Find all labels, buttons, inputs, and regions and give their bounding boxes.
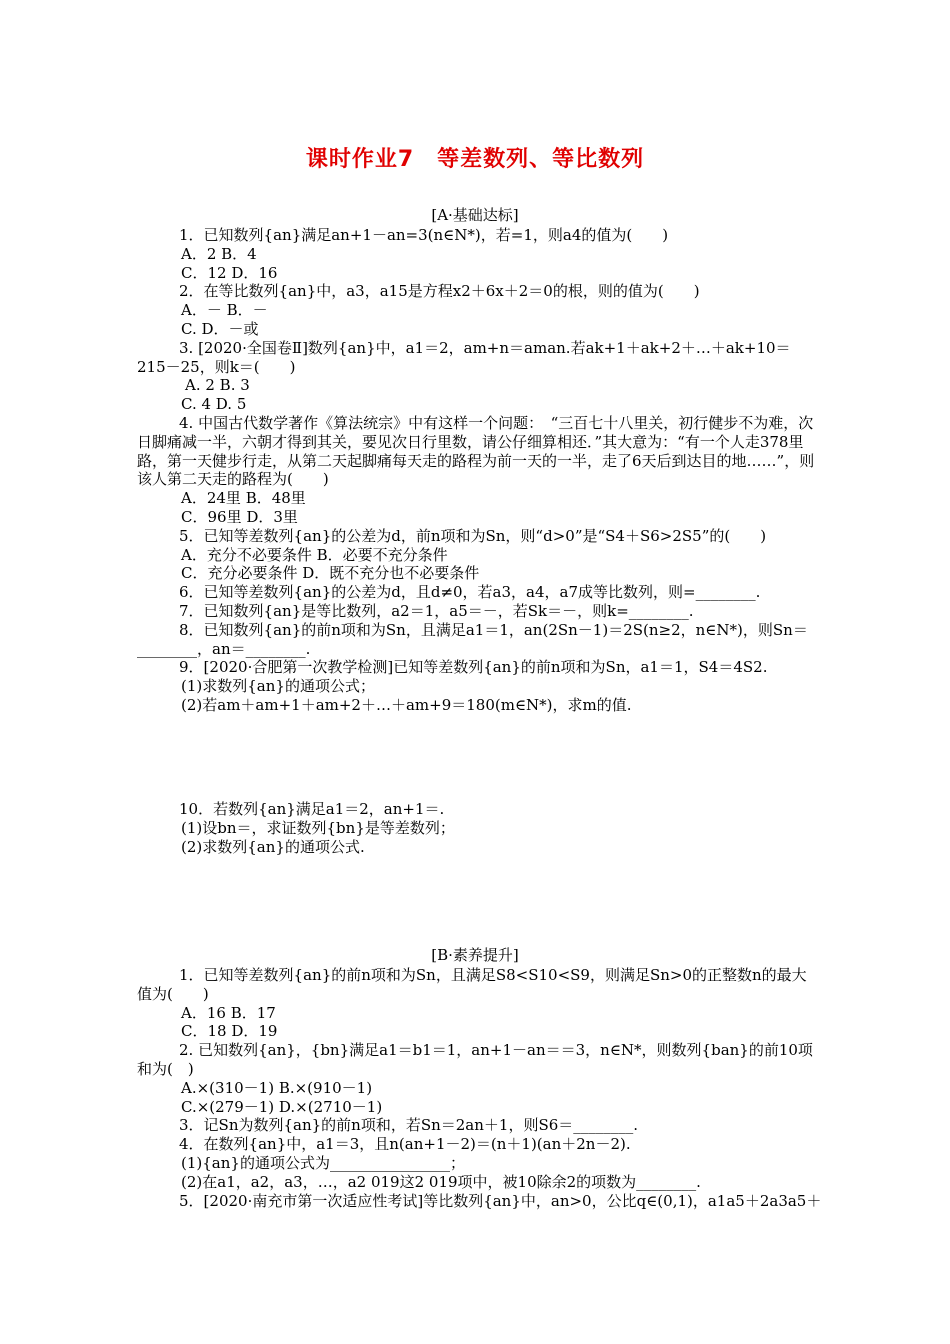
problem-line: 7．已知数列{an}是等比数列，a2＝1，a5＝－，若Sk＝－，则k=________. — [179, 601, 694, 620]
problem-line: 5．已知等差数列{an}的公差为d，前n项和为Sn，则“d>0”是“S4＋S6>2S5”的( ) — [179, 526, 767, 545]
sub-question: (2)求数列{an}的通项公式. — [181, 837, 365, 856]
problem-line: 4．在数列{an}中，a1＝3，且n(an+1－2)＝(n＋1)(an＋2n－2). — [179, 1135, 631, 1154]
problem-line: 3．记Sn为数列{an}的前n项和，若Sn＝2an＋1，则S6＝________. — [179, 1116, 639, 1135]
problem-line: 2. 已知数列{an}，{bn}满足a1＝b1＝1，an+1－an＝＝3，n∈N*，则数列{ban}的前10项和为( ) — [137, 1041, 813, 1078]
sub-question: (1)设bn＝，求证数列{bn}是等差数列； — [181, 818, 455, 837]
option-line: A．－ B．－ — [181, 301, 268, 320]
option-line: C. 4 D. 5 — [181, 395, 247, 414]
section-a-heading: [A·基础达标] — [431, 206, 519, 224]
problem-line: 4. 中国古代数学著作《算法统宗》中有这样一个问题： “三百七十八里关，初行健步不为难，次日脚痛减一半，六朝才得到其关，要见次日行里数，请公仔细算相还．”其大意为：“有一个人走378里路，第一天健步行走，从第二天起脚痛每天走的路程为前一天的一半，走了6天后到达目的地……”，则该人第二天走的路程为( ) — [137, 413, 815, 489]
option-line: C．12 D．16 — [181, 263, 278, 282]
option-line: A．充分不必要条件 B．必要不充分条件 — [181, 545, 448, 564]
problem-line: 2．在等比数列{an}中，a3，a15是方程x2＋6x＋2＝0的根，则的值为( ) — [179, 282, 700, 301]
question-10 — [137, 800, 817, 856]
sub-question: (1){an}的通项公式为________________； — [181, 1153, 465, 1172]
problem-line: 10．若数列{an}满足a1＝2，an+1＝. — [179, 800, 445, 818]
section-b-heading: [B·素养提升] — [431, 946, 519, 964]
problem-line: 1．已知数列{an}满足an+1－an=3(n∈N*)，若=1，则a4的值为( ) — [179, 226, 669, 244]
problem-line: 9．[2020·合肥第一次教学检测]已知等差数列{an}的前n项和为Sn，a1＝1，S4＝4S2. — [179, 658, 768, 677]
sub-question: (2)在a1，a2，a3，…，a2 019这2 019项中，被10除余2的项数为________. — [181, 1172, 701, 1191]
problem-line: 6．已知等差数列{an}的公差为d，且d≠0，若a3，a4，a7成等比数列，则=________. — [179, 583, 761, 602]
option-line: C.×(279－1) D.×(2710－1) — [181, 1097, 383, 1116]
page-title: 课时作业7 等差数列、等比数列 — [305, 147, 645, 172]
option-line: A．2 B．4 — [181, 244, 257, 263]
option-line: A.×(310－1) B.×(910－1) — [181, 1078, 373, 1097]
problem-line: 3. [2020·全国卷Ⅱ]数列{an}中，a1＝2，am+n＝aman.若ak+1＋ak+2＋…＋ak+10＝215－25，则k＝( ) — [137, 338, 791, 376]
problem-line: 5．[2020·南充市第一次适应性考试]等比数列{an}中，an>0，公比q∈(0,1)，a1a5＋2a3a5＋ — [179, 1191, 822, 1210]
section-b-body — [137, 966, 822, 1210]
problem-line: 8．已知数列{an}的前n项和为Sn，且满足a1＝1，an(2Sn－1)＝2S(n≥2，n∈N*)，则Sn＝________，an＝________. — [137, 620, 808, 658]
option-line: C．96里 D．3里 — [181, 507, 298, 526]
option-line: A．24里 B．48里 — [181, 489, 306, 508]
section-a-body — [137, 226, 817, 715]
option-line: A. 2 B. 3 — [185, 376, 250, 395]
sub-question: (1)求数列{an}的通项公式； — [181, 677, 375, 696]
option-line: C．18 D．19 — [181, 1022, 278, 1041]
option-line: C．充分必要条件 D．既不充分也不必要条件 — [181, 564, 480, 583]
option-line: C. D．－或 — [181, 319, 259, 338]
option-line: A．16 B．17 — [181, 1003, 276, 1022]
problem-line: 1．已知等差数列{an}的前n项和为Sn，且满足S8<S10<S9，则满足Sn>0的正整数n的最大值为( ) — [137, 966, 807, 1003]
sub-question: (2)若am＋am+1＋am+2＋…＋am+9＝180(m∈N*)，求m的值. — [181, 695, 632, 714]
